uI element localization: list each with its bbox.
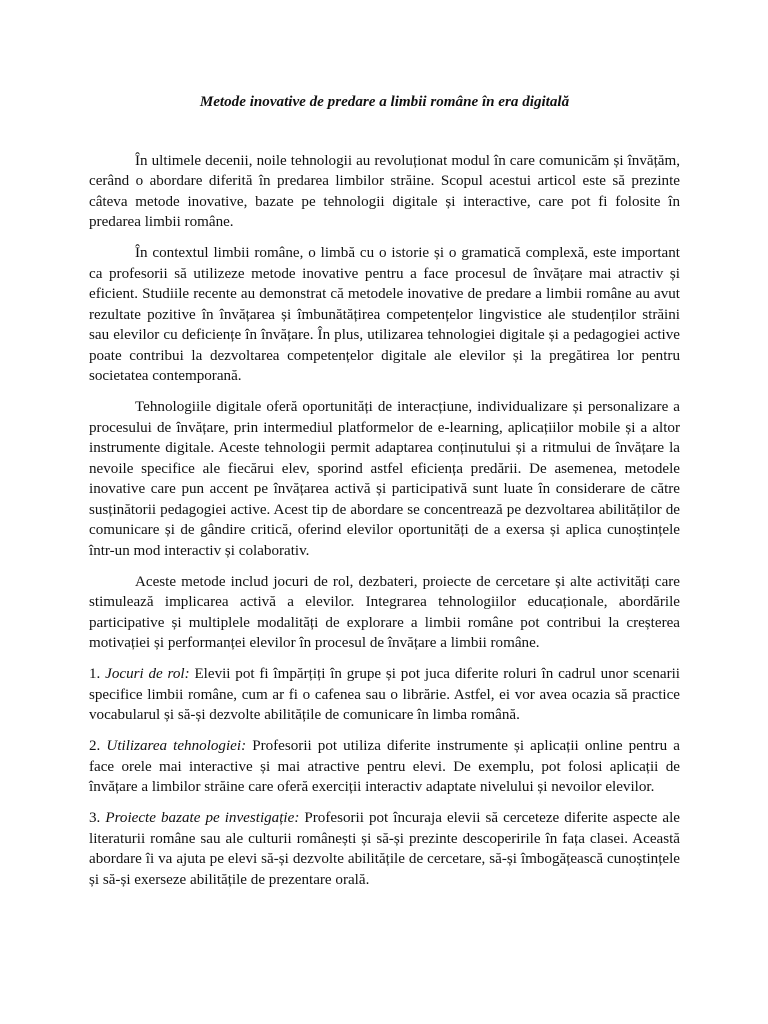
list-term: Utilizarea tehnologiei: xyxy=(106,738,247,754)
list-number: 1. xyxy=(89,666,101,682)
paragraph: Aceste metode includ jocuri de rol, dezbateri, proiecte de cercetare și alte activități care stimulează implicarea activă a elevilor. Integrarea tehnologiilor educaționale, abordările participative și multiplele modalități de explorare a limbii române pot contribui la creșterea motivației și performanței elevilor în procesul de învățare a limbii române. xyxy=(89,573,680,651)
list-number: 2. xyxy=(89,738,101,754)
list-item xyxy=(89,808,680,890)
list-item xyxy=(89,664,680,726)
list-term: Jocuri de rol: xyxy=(105,666,190,682)
page-title: Metode inovative de predare a limbii române în era digitală xyxy=(199,94,570,110)
list-text: Elevii pot fi împărțiți în grupe și pot juca diferite roluri în cadrul unor scenarii specifice limbii române, cum ar fi o cafenea sau o librărie. Astfel, ei vor avea ocazia să practice vocabularul și să-și dezvolte abilitățile de comunicare în limba română. xyxy=(89,666,680,723)
list-term: Proiecte bazate pe investigație: xyxy=(105,810,300,826)
paragraph: În ultimele decenii, noile tehnologii au revoluționat modul în care comunicăm și învățăm, cerând o abordare diferită în predarea limbilor străine. Scopul acestui articol este să prezinte câteva metode inovative, bazate pe tehnologii digitale și interactive, care pot fi folosite în predarea limbii române. xyxy=(89,152,680,230)
paragraph: Tehnologiile digitale oferă oportunități de interacțiune, individualizare și personalizare a procesului de învățare, prin intermediul platformelor de e-learning, aplicațiilor mobile și a altor instrumente digitale. Aceste tehnologii permit adaptarea conținutului și a ritmului de învățare la nevoile specifice ale fiecărui elev, sporind astfel eficiența predării. De asemenea, metodele inovative care pun accent pe învățarea activă și participativă sunt luate în considerare de către susținătorii pedagogiei active. Acest tip de abordare se concentrează pe dezvoltarea abilităților de comunicare și de gândire critică, oferind elevilor oportunități de a exersa și aplica cunoștințele într-un mod interactiv și colaborativ. xyxy=(89,399,680,559)
paragraph: În contextul limbii române, o limbă cu o istorie și o gramatică complexă, este important ca profesorii să utilizeze metode inovative pentru a face procesul de învățare mai atractiv și eficient. Studiile recente au demonstrat că metodele inovative de predare a limbii române au avut rezultate pozitive în învățarea și îmbunătățirea competențelor lingvistice ale studenților străini sau elevilor cu deficiențe în învățare. În plus, utilizarea tehnologiei digitale și a pedagogiei active poate contribui la dezvoltarea competențelor digitale ale elevilor și la pregătirea lor pentru societatea contemporană. xyxy=(89,245,680,384)
document-body xyxy=(89,92,680,901)
list-item xyxy=(89,736,680,798)
list-text: Profesorii pot încuraja elevii să cerceteze diferite aspecte ale literaturii române sau ale culturii românești și să-și prezinte descoperirile în fața clasei. Această abordare îi va ajuta pe elevi să-și dezvolte abilitățile de cercetare, să-și îmbogățească cunoștințele și să-și exerseze abilitățile de prezentare orală. xyxy=(89,810,680,888)
list-text: Profesorii pot utiliza diferite instrumente și aplicații online pentru a face orele mai interactive și mai atractive pentru elevi. De exemplu, pot folosi aplicații de învățare a limbilor străine care oferă exerciții interactiv adaptate nivelului și nevoilor elevilor. xyxy=(89,738,680,795)
list-number: 3. xyxy=(89,810,101,826)
